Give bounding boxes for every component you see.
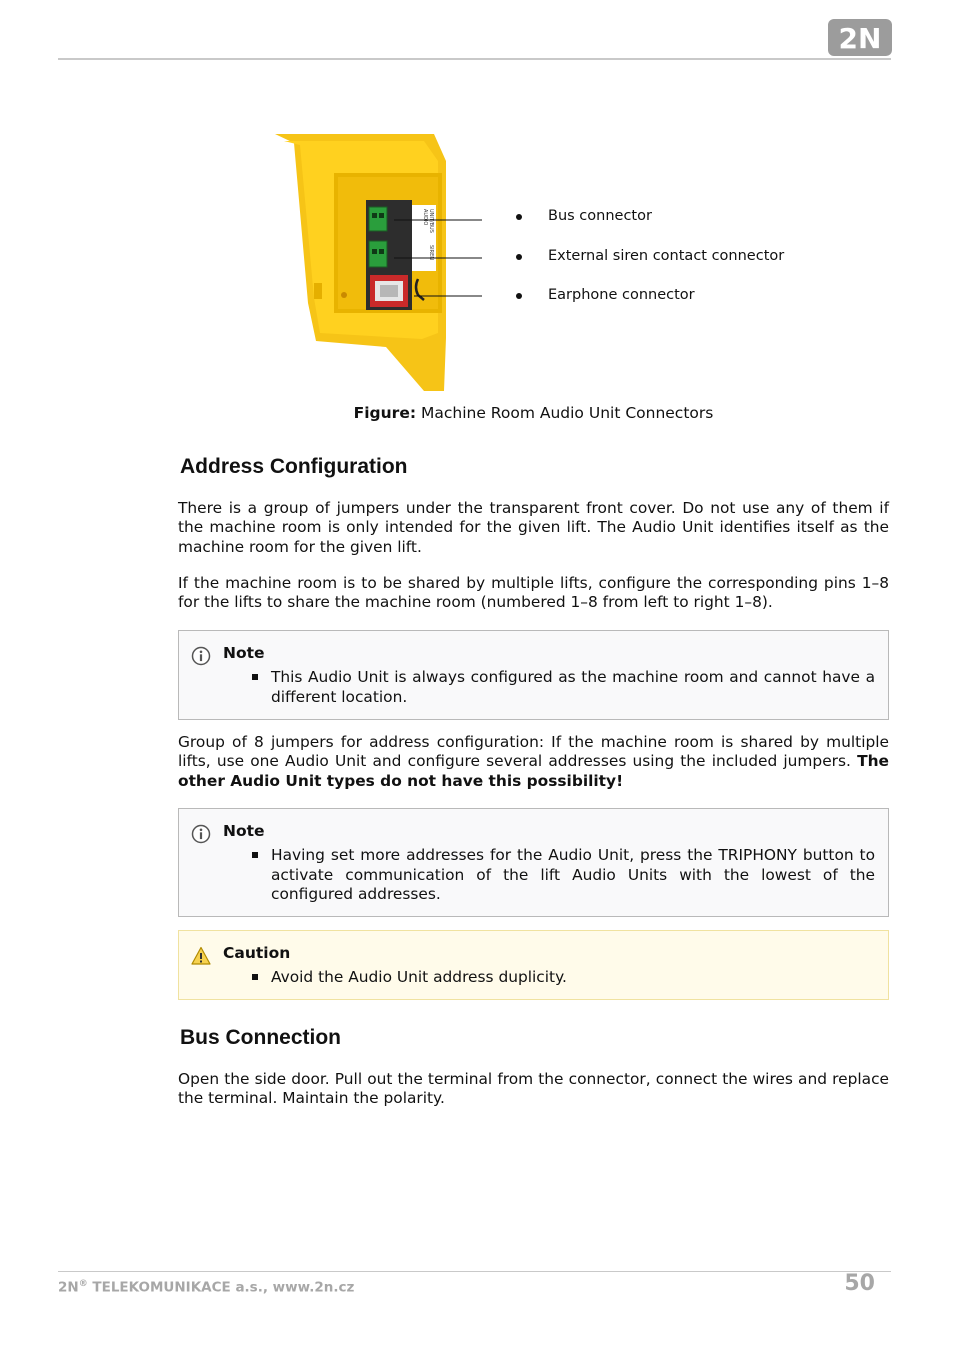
bullet-marker <box>252 974 258 980</box>
callout-lines <box>274 133 494 393</box>
note-item: Having set more addresses for the Audio Unit, press the TRIPHONY button to activate communication of the lift Audio Units with the lowest of the configured addresses. <box>271 846 875 904</box>
bullet-marker <box>252 852 258 858</box>
svg-text:AUDIO: AUDIO <box>422 209 428 226</box>
paragraph: Open the side door. Pull out the terminal from the connector, connect the wires and replace the terminal. Maintain the polarity. <box>178 1070 889 1108</box>
note-item: This Audio Unit is always configured as the machine room and cannot have a different location. <box>271 668 875 706</box>
section-heading-address: Address Configuration <box>180 455 408 478</box>
footer-rule <box>58 1271 891 1272</box>
page-number: 50 <box>844 1271 875 1296</box>
info-icon <box>191 646 211 666</box>
caution-item: Avoid the Audio Unit address duplicity. <box>271 968 567 986</box>
paragraph: There is a group of jumpers under the transparent front cover. Do not use any of them if the machine room is only intended for the given lift. The Audio Unit identifies itself as the machine room for the given lift. <box>178 499 889 556</box>
warning-icon <box>191 946 211 966</box>
brand-logo <box>828 19 892 56</box>
svg-text:SIREN: SIREN <box>428 245 434 261</box>
svg-text:2N: 2N <box>838 22 882 55</box>
note-box <box>178 630 889 720</box>
header-rule <box>58 58 891 60</box>
note-title: Note <box>223 644 265 662</box>
figure-caption: Figure: Machine Room Audio Unit Connectors <box>353 404 714 422</box>
callout-list <box>514 205 784 324</box>
note-box <box>178 808 889 917</box>
caution-title: Caution <box>223 944 291 962</box>
bullet-marker <box>252 674 258 680</box>
callout-bus-connector: Bus connector <box>514 205 784 245</box>
caution-box <box>178 930 889 1000</box>
callout-siren-connector: External siren contact connector <box>514 245 784 285</box>
footer-company: 2N® TELEKOMUNIKACE a.s., www.2n.cz <box>58 1279 355 1296</box>
connector-figure <box>274 133 804 393</box>
callout-earphone-connector: Earphone connector <box>514 284 784 324</box>
info-icon <box>191 824 211 844</box>
note-title: Note <box>223 822 265 840</box>
section-heading-bus: Bus Connection <box>180 1026 341 1049</box>
paragraph: Group of 8 jumpers for address configuration: If the machine room is shared by multiple lifts, use one Audio Unit and configure several addresses using the included jumpers. The other Audio Unit types do not have this possibility! <box>178 733 889 790</box>
paragraph: If the machine room is to be shared by multiple lifts, configure the corresponding pins 1–8 for the lifts to share the machine room (numbered 1–8 from left to right 1–8). <box>178 574 889 612</box>
svg-text:UNIT/BUS: UNIT/BUS <box>428 209 434 233</box>
